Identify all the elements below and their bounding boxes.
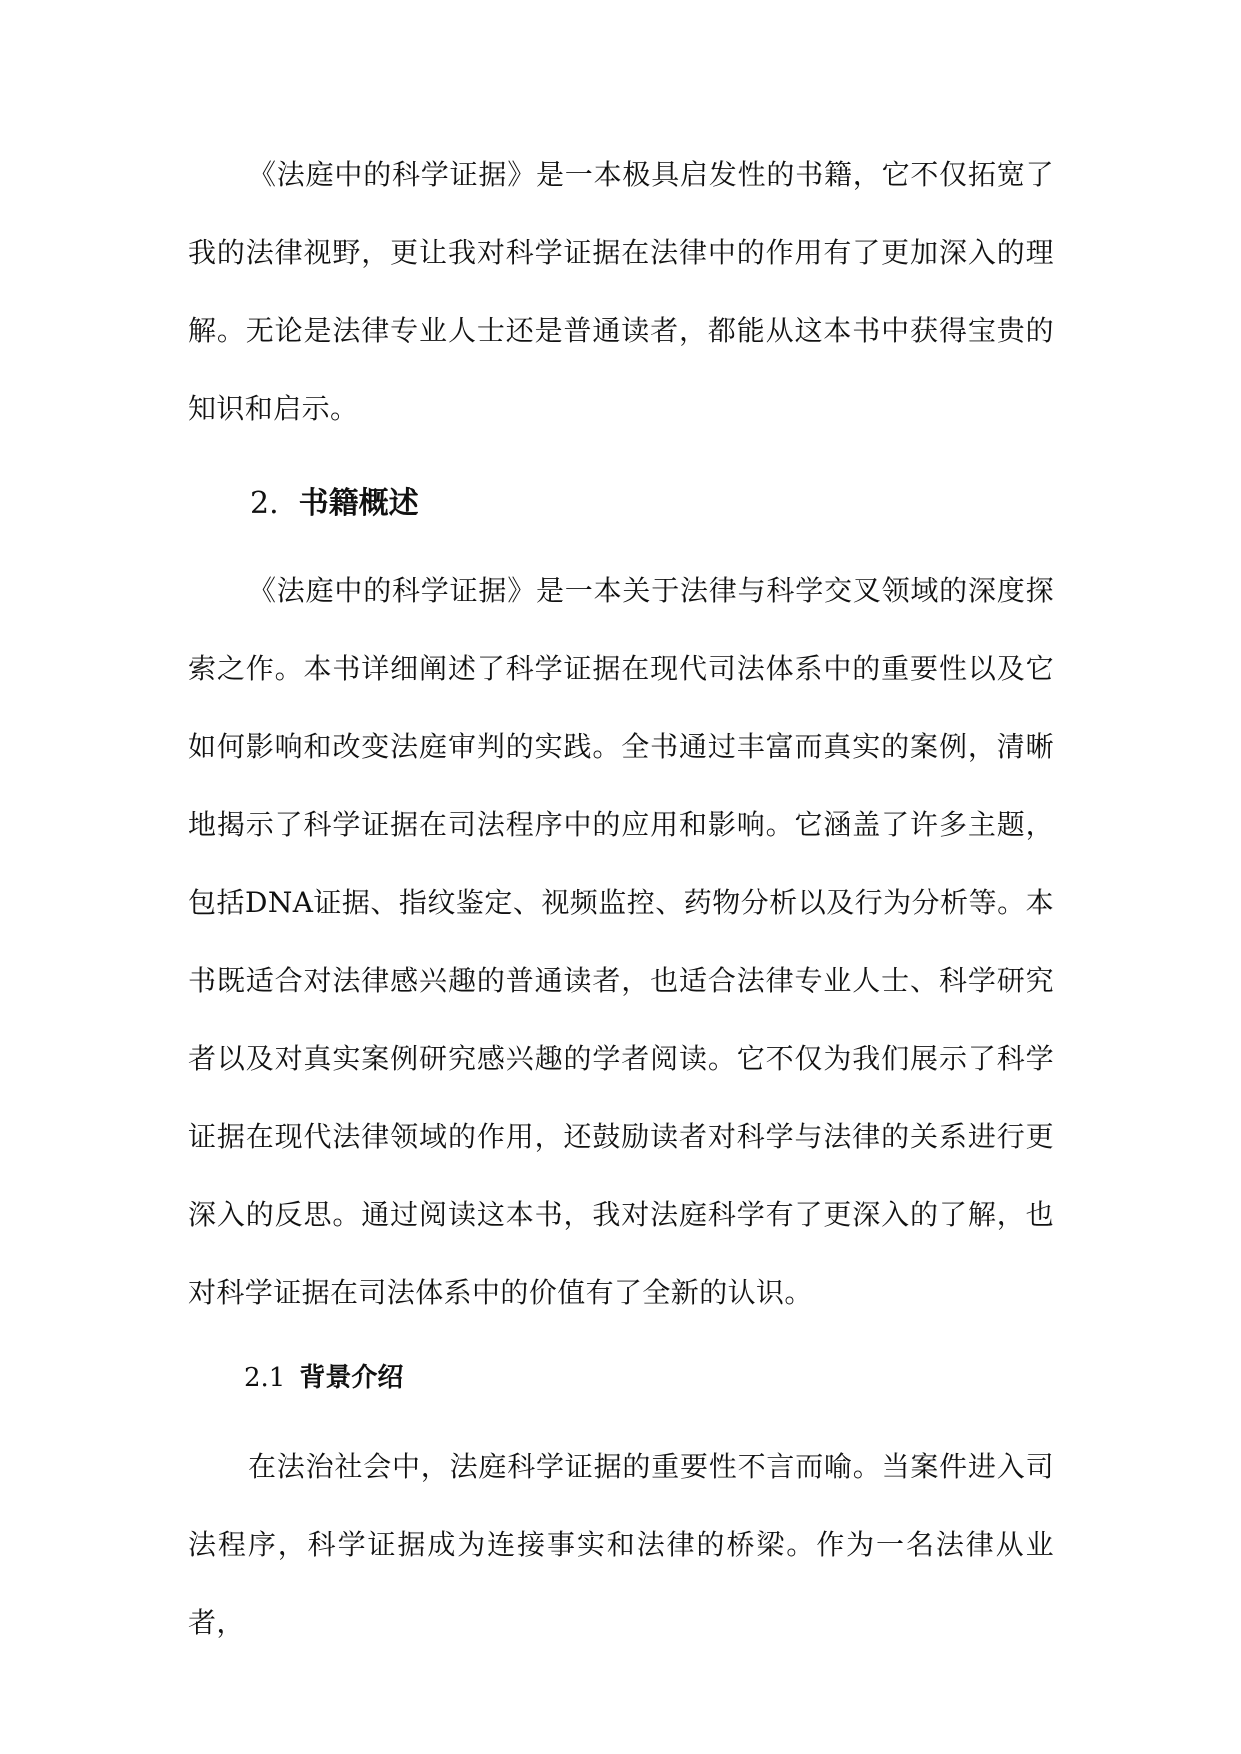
subsection-number: 2.1 bbox=[244, 1363, 286, 1393]
section-title: 书籍概述 bbox=[298, 486, 419, 521]
subsection-heading bbox=[244, 1358, 403, 1398]
book-overview-paragraph: 《法庭中的科学证据》是一本关于法律与科学交叉领域的深度探索之作。本书详细阐述了科学证据在现代司法体系中的重要性以及它如何影响和改变法庭审判的实践。全书通过丰富而真实的案例，清晰地揭示了科学证据在司法程序中的应用和影响。它涵盖了许多主题，包括DNA证据、指纹鉴定、视频监控、药物分析以及行为分析等。本书既适合对法律感兴趣的普通读者，也适合法律专业人士、科学研究者以及对真实案例研究感兴趣的学者阅读。它不仅为我们展示了科学证据在现代法律领域的作用，还鼓励读者对科学与法律的关系进行更深入的反思。通过阅读这本书，我对法庭科学有了更深入的了解，也对科学证据在司法体系中的价值有了全新的认识。 bbox=[188, 574, 1054, 1309]
section-number: 2. bbox=[250, 486, 279, 521]
section-heading bbox=[250, 482, 419, 526]
intro-conclusion-paragraph: 《法庭中的科学证据》是一本极具启发性的书籍，它不仅拓宽了我的法律视野，更让我对科学证据在法律中的作用有了更加深入的理解。无论是法律专业人士还是普通读者，都能从这本书中获得宝贵的知识和启示。 bbox=[188, 158, 1054, 425]
subsection-title: 背景介绍 bbox=[299, 1363, 404, 1393]
background-paragraph: 在法治社会中，法庭科学证据的重要性不言而喻。当案件进入司法程序，科学证据成为连接事实和法律的桥梁。作为一名法律从业者， bbox=[188, 1450, 1054, 1639]
